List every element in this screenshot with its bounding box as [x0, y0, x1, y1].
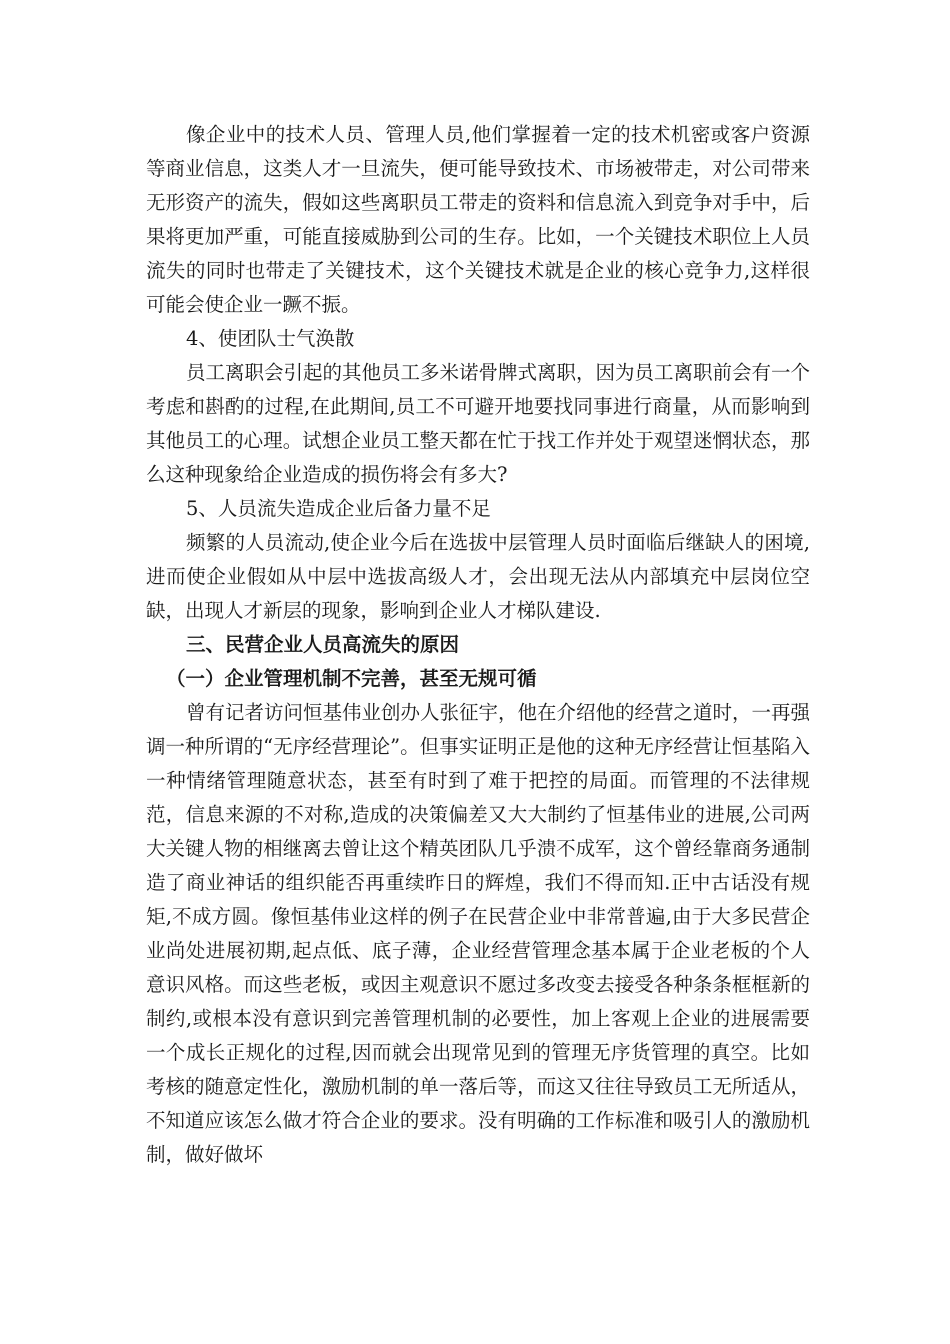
paragraph-reserve-strength: 频繁的人员流动,使企业今后在选拔中层管理人员时面临后继缺人的困境,进而使企业假如从中层中选拔高级人才，会出现无法从内部填充中层岗位空缺，出现人才新层的现象，影响到企业人才梯队建设. — [146, 531, 810, 622]
paragraph-talent-loss: 像企业中的技术人员、管理人员,他们掌握着一定的技术机密或客户资源等商业信息，这类人才一旦流失，便可能导致技术、市场被带走，对公司带来无形资产的流失，假如这些离职员工带走的资料和信息流入到竞争对手中，后果将更加严重，可能直接威胁到公司的生存。比如，一个关键技术职位上人员流失的同时也带走了关键技术，这个关键技术就是企业的核心竞争力,这样很可能会使企业一蹶不振。 — [146, 123, 810, 316]
subsection-heading-1: （一）企业管理机制不完善，甚至无规可循 — [166, 667, 537, 690]
item-heading-5: 5、人员流失造成企业后备力量不足 — [186, 497, 491, 520]
section-heading-3: 三、民营企业人员高流失的原因 — [186, 633, 460, 656]
paragraph-team-morale: 员工离职会引起的其他员工多米诺骨牌式离职，因为员工离职前会有一个考虑和斟酌的过程,在此期间,员工不可避开地要找同事进行商量，从而影响到其他员工的心理。试想企业员工整天都在忙于找工作并处于观望迷惘状态，那么这种现象给企业造成的损伤将会有多大? — [146, 361, 811, 486]
paragraph-management-mechanism: 曾有记者访问恒基伟业创办人张征宇，他在介绍他的经营之道时，一再强调一种所谓的“无序经营理论”。但事实证明正是他的这种无序经营让恒基陷入一种情绪管理随意状态，甚至有时到了难于把控的局面。而管理的不法律规范，信息来源的不对称,造成的决策偏差又大大制约了恒基伟业的进展,公司两大关键人物的相继离去曾让这个精英团队几乎溃不成军，这个曾经靠商务通制造了商业神话的组织能否再重续昨日的辉煌，我们不得而知.正中古话没有规矩,不成方圆。像恒基伟业这样的例子在民营企业中非常普遍,由于大多民营企业尚处进展初期,起点低、底子薄，企业经营管理念基本属于企业老板的个人意识风格。而这些老板，或因主观意识不愿过多改变去接受各种条条框框新的制约,或根本没有意识到完善管理机制的必要性，加上客观上企业的进展需要一个成长正规化的过程,因而就会出现常见到的管理无序货管理的真空。比如考核的随意定性化，激励机制的单一落后等，而这又往往导致员工无所适从，不知道应该怎么做才符合企业的要求。没有明确的工作标准和吸引人的激励机制，做好做坏 — [146, 701, 811, 1166]
item-heading-4: 4、使团队士气涣散 — [186, 327, 355, 350]
document-body — [146, 118, 810, 1172]
